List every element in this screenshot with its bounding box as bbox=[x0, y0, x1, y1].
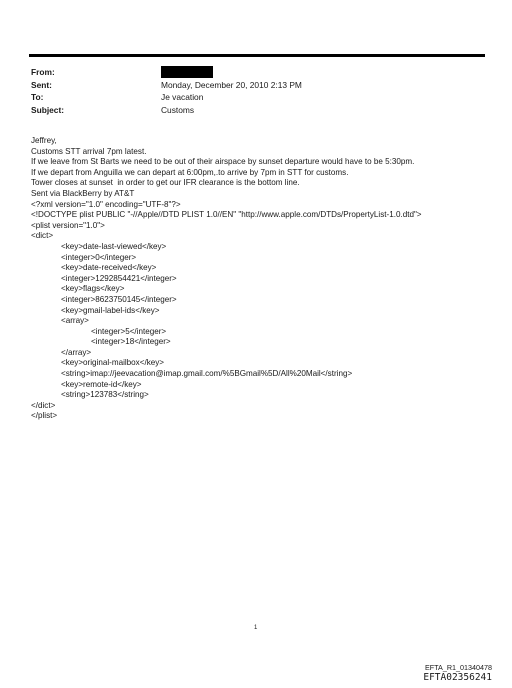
plist-line: <integer>0</integer> bbox=[61, 252, 137, 262]
redaction-block bbox=[161, 66, 213, 78]
sent-row bbox=[31, 79, 481, 92]
plist-line: <integer>8623750145</integer> bbox=[61, 294, 177, 304]
plist-line: <key>original-mailbox</key> bbox=[61, 358, 165, 368]
body-line: If we leave from St Barts we need to be out of their airspace by sunset departure would have to be 5:30pm. bbox=[31, 157, 415, 167]
plist-line: <string>imap://jeevacation@imap.gmail.com/%5BGmail%5D/All%20Mail</string> bbox=[61, 369, 353, 379]
plist-line: </array> bbox=[61, 347, 92, 357]
from-row bbox=[31, 66, 481, 79]
plist-line: <integer>18</integer> bbox=[91, 337, 171, 347]
plist-line: <key>date-last-viewed</key> bbox=[61, 241, 167, 251]
plist-line: <key>gmail-label-ids</key> bbox=[61, 305, 160, 315]
plist-line: <!DOCTYPE plist PUBLIC "-//Apple//DTD PLIST 1.0//EN" "http://www.apple.com/DTDs/PropertyList-1.0.dtd"> bbox=[31, 210, 422, 220]
plist-line: <dict> bbox=[31, 231, 54, 241]
to-label: To: bbox=[31, 92, 44, 102]
body-signature: Sent via BlackBerry by AT&T bbox=[31, 188, 135, 198]
plist-line: <string>123783</string> bbox=[61, 390, 149, 400]
plist-line: <?xml version="1.0" encoding="UTF-8"?> bbox=[31, 199, 181, 209]
body-greeting: Jeffrey, bbox=[31, 136, 57, 145]
plist-line: </plist> bbox=[31, 411, 58, 421]
plist-line: <integer>5</integer> bbox=[91, 326, 167, 336]
body-line: Customs STT arrival 7pm latest. bbox=[31, 146, 147, 156]
header-rule bbox=[29, 54, 485, 57]
body-line: If we depart from Anguilla we can depart at 6:00pm,.to arrive by 7pm in STT for customs. bbox=[31, 167, 349, 177]
from-label: From: bbox=[31, 67, 55, 77]
from-value bbox=[161, 66, 213, 79]
plist-line: <array> bbox=[61, 316, 89, 326]
plist-line: </dict> bbox=[31, 400, 56, 410]
plist-line: <plist version="1.0"> bbox=[31, 220, 105, 230]
plist-line: <key>flags</key> bbox=[61, 284, 125, 294]
bates-number-small: EFTA_R1_01340478 bbox=[425, 663, 492, 672]
to-value: Je vacation bbox=[161, 92, 204, 102]
sent-label: Sent: bbox=[31, 79, 52, 90]
page-number: 1 bbox=[254, 625, 258, 631]
email-header bbox=[31, 66, 481, 116]
subject-value: Customs bbox=[161, 104, 195, 115]
plist-line: <integer>1292854421</integer> bbox=[61, 273, 177, 283]
email-body bbox=[31, 136, 491, 422]
bates-number-large: EFTA02356241 bbox=[423, 672, 492, 683]
sent-value: Monday, December 20, 2010 2:13 PM bbox=[161, 79, 302, 90]
plist-line: <key>remote-id</key> bbox=[61, 379, 142, 389]
plist-line: <key>date-received</key> bbox=[61, 263, 157, 273]
body-line: Tower closes at sunset in order to get our IFR clearance is the bottom line. bbox=[31, 178, 300, 188]
to-row bbox=[31, 91, 481, 104]
subject-label: Subject: bbox=[31, 104, 65, 115]
subject-row bbox=[31, 104, 481, 117]
